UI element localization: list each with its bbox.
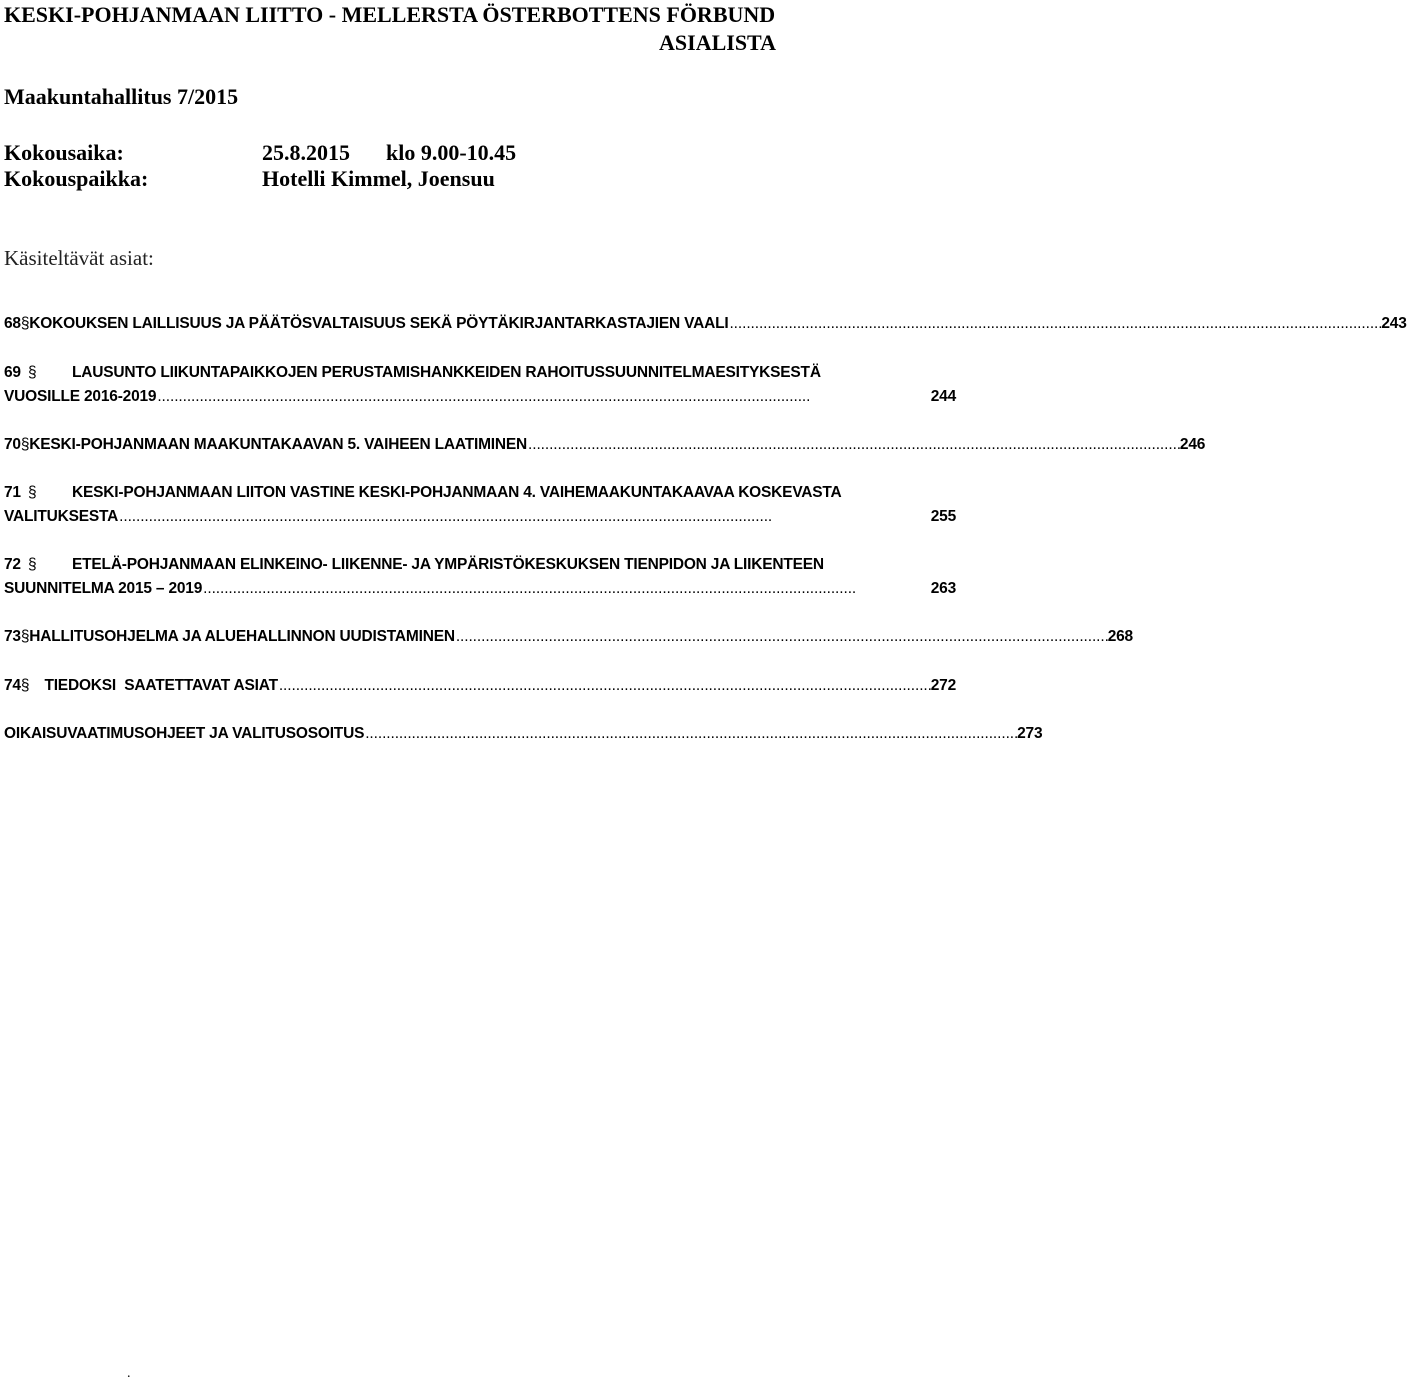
toc-final-entry [4,722,1043,746]
meeting-place: Hotelli Kimmel, Joensuu [262,166,495,191]
toc-entry-page: 268 [1107,628,1133,645]
toc-entry-number: 68 [4,315,21,332]
toc-entry [4,361,956,409]
toc-entry-title: HALLITUSOHJELMA JA ALUEHALLINNON UUDISTAMINEN [29,628,455,645]
section-sign: § [28,484,37,501]
toc-entry [4,481,956,529]
meeting-time-label: Kokousaika: [4,140,124,165]
dot-leader [365,722,1016,746]
toc-entry [4,433,1206,457]
toc-entry-number: 69 [4,364,21,381]
toc-entry-title-continued: SUUNNITELMA 2015 – 2019 [4,580,203,597]
toc-entry-title-continued: VALITUKSESTA [4,508,119,525]
dot-leader [528,433,1179,457]
section-sign: § [20,677,30,694]
toc-entry-title-continued: VUOSILLE 2016-2019 [4,388,157,405]
toc-entry-page: 255 [930,508,956,525]
meeting-time-row [4,140,516,166]
toc-entry-page: 273 [1017,725,1043,742]
meeting-place-label: Kokouspaikka: [4,166,149,191]
toc-entry-title: TIEDOKSI SAATETTAVAT ASIAT [44,677,278,694]
toc-entry-page: 246 [1179,436,1206,453]
meeting-date: 25.8.2015 [262,140,350,165]
toc-entry [4,674,956,698]
toc-entry-number: 74 [4,677,21,694]
toc-entry-page: 243 [1381,315,1407,332]
section-sign: § [20,436,30,453]
toc-entry-page: 244 [930,388,956,405]
meeting-id: Maakuntahallitus 7/2015 [4,84,239,109]
meeting-time: klo 9.00-10.45 [386,140,517,165]
toc-entry-title: KOKOUKSEN LAILLISUUS JA PÄÄTÖSVALTAISUUS SEKÄ PÖYTÄKIRJANTARKASTAJIEN VAALI [29,315,729,332]
toc-entry-page: 272 [930,677,956,694]
toc-entry [4,625,1133,649]
toc-entry-title: ETELÄ-POHJANMAAN ELINKEINO- LIIKENNE- JA YMPÄRISTÖKESKUKSEN TIENPIDON JA LIIKENTEEN [72,556,824,573]
toc-entry [4,312,1407,336]
topics-label: Käsiteltävät asiat: [4,246,154,270]
section-sign: § [20,628,30,645]
organization-title: KESKI-POHJANMAAN LIITTO - MELLERSTA ÖSTERBOTTENS FÖRBUND [4,2,776,27]
toc-entry-number: 71 [4,484,21,501]
dot-leader [279,674,930,698]
section-sign: § [28,364,37,381]
toc-entry-title: KESKI-POHJANMAAN LIITON VASTINE KESKI-POHJANMAAN 4. VAIHEMAAKUNTAKAAVAA KOSKEVASTA [72,484,842,501]
document-type: ASIALISTA [659,30,776,55]
toc-entry-number: 72 [4,556,21,573]
dot-leader [729,312,1380,336]
toc-entry-title: KESKI-POHJANMAAN MAAKUNTAKAAVAN 5. VAIHEEN LAATIMINEN [29,436,528,453]
dot-leader [157,385,929,409]
dot-leader [119,505,930,529]
toc-entry [4,553,956,601]
toc-entry-title: OIKAISUVAATIMUSOHJEET JA VALITUSOSOITUS [4,725,365,742]
toc-entry-number: 73 [4,628,21,645]
meeting-place-row [4,166,495,192]
dot-leader [203,577,930,601]
section-sign: § [28,556,37,573]
section-sign: § [20,315,30,332]
footer-mark: . [127,1366,131,1381]
toc-entry-number: 70 [4,436,21,453]
toc-entry-title: LAUSUNTO LIIKUNTAPAIKKOJEN PERUSTAMISHANKKEIDEN RAHOITUSSUUNNITELMAESITYKSESTÄ [72,364,821,381]
dot-leader [456,625,1107,649]
toc-entry-page: 263 [930,580,956,597]
